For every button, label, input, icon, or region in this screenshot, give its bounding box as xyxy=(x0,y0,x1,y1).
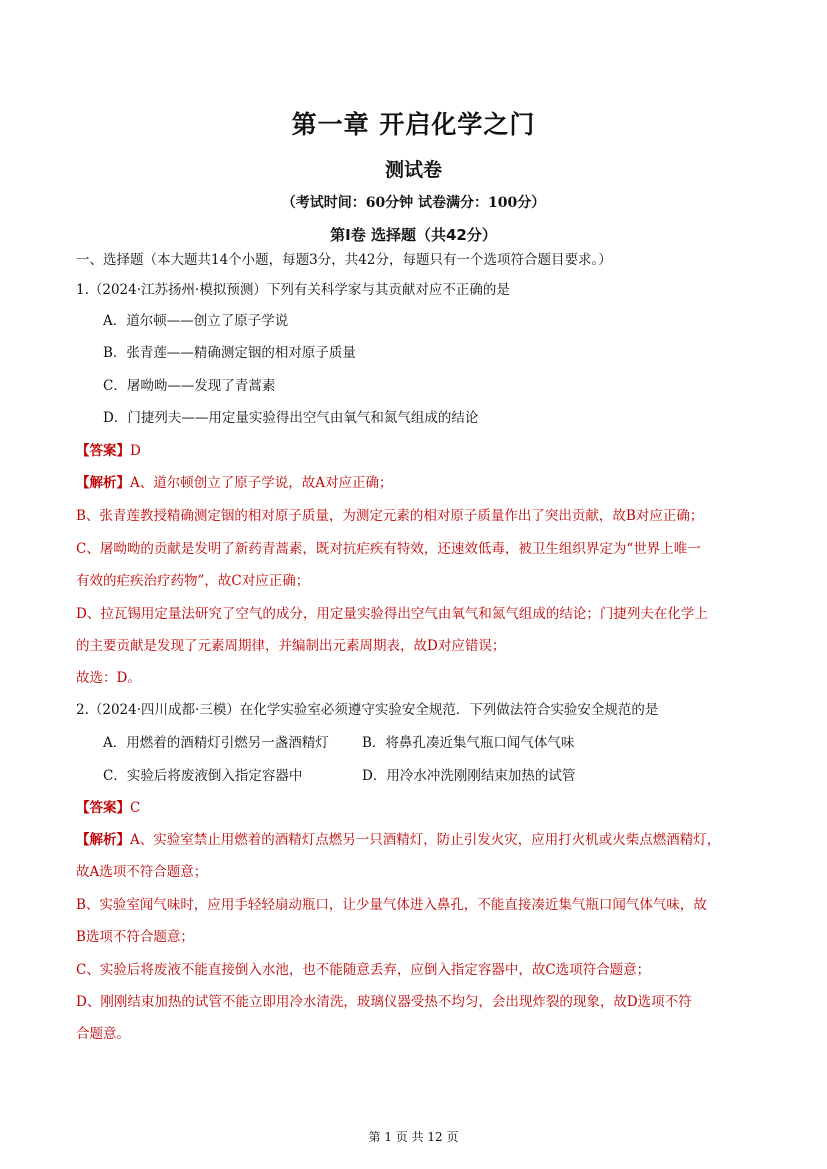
question-2-analysis-line: D、刚刚结束加热的试管不能立即用冷水清洗，玻璃仪器受热不均匀，会出现炸裂的现象，故D选项不符 xyxy=(76,994,692,1010)
question-2-analysis-line: C、实验后将废液不能直接倒入水池，也不能随意丢弃，应倒入指定容器中，故C选项符合题意； xyxy=(76,962,651,978)
question-2-analysis-line xyxy=(76,830,720,850)
question-1-option-b: B．张青莲——精确测定铟的相对原子质量 xyxy=(103,345,356,361)
question-1-analysis-line: 的主要贡献是发现了元素周期律，并编制出元素周期表，故D对应错误； xyxy=(76,638,506,654)
question-1-analysis-line: 故选：D。 xyxy=(76,670,141,686)
question-1-option-d: D．门捷列夫——用定量实验得出空气由氧气和氮气组成的结论 xyxy=(103,410,479,426)
answer-label: 【答案】 xyxy=(76,443,130,459)
question-2-stem: 2.（2024·四川成都·三模）在化学实验室必须遵守实验安全规范．下列做法符合实验安全规范的是 xyxy=(76,702,659,718)
analysis-text: A、实验室禁止用燃着的酒精灯点燃另一只酒精灯，防止引发火灾，应用打火机或火柴点燃酒精灯， xyxy=(130,832,721,848)
question-2-answer xyxy=(76,798,140,818)
question-2-option-a: A．用燃着的酒精灯引燃另一盏酒精灯 xyxy=(103,735,329,751)
question-2-option-b: B．将鼻孔凑近集气瓶口闻气体气味 xyxy=(362,735,575,751)
question-1-stem: 1.（2024·江苏扬州·模拟预测）下列有关科学家与其贡献对应不正确的是 xyxy=(76,282,510,298)
instructions: 一、选择题（本大题共14个小题，每题3分，共42分，每题只有一个选项符合题目要求。） xyxy=(76,252,612,268)
question-1-analysis-line xyxy=(76,473,393,493)
question-2-analysis-line: 故A选项不符合题意； xyxy=(76,864,208,880)
analysis-text: A、道尔顿创立了原子学说，故A对应正确； xyxy=(130,475,393,491)
question-1-analysis-line: B、张青莲教授精确测定铟的相对原子质量，为测定元素的相对原子质量作出了突出贡献，故B对应正确； xyxy=(76,508,704,524)
question-1-analysis-line: 有效的疟疾治疗药物”，故C对应正确； xyxy=(76,573,310,589)
answer-value: C xyxy=(130,800,141,816)
question-2-option-c: C．实验后将废液倒入指定容器中 xyxy=(103,768,303,784)
page-footer: 第 1 页 共 12 页 xyxy=(368,1130,459,1144)
exam-meta: （考试时间：60分钟 试卷满分：100分） xyxy=(281,195,546,211)
page-subtitle: 测试卷 xyxy=(384,159,442,181)
question-1-answer xyxy=(76,441,141,461)
analysis-label: 【解析】 xyxy=(76,832,130,848)
question-1-option-c: C．屠呦呦——发现了青蒿素 xyxy=(103,378,276,394)
section-heading: 第Ⅰ卷 选择题（共42分） xyxy=(330,226,497,244)
question-1-analysis-line: D、拉瓦锡用定量法研究了空气的成分，用定量实验得出空气由氧气和氮气组成的结论；门捷列夫在化学上 xyxy=(76,606,708,622)
question-2-analysis-line: 合题意。 xyxy=(76,1026,130,1042)
question-1-analysis-line: C、屠呦呦的贡献是发明了新药青蒿素，既对抗疟疾有特效，还速效低毒，被卫生组织界定为“世界上唯一 xyxy=(76,541,701,557)
page-title: 第一章 开启化学之门 xyxy=(291,110,536,139)
answer-label: 【答案】 xyxy=(76,800,130,816)
analysis-label: 【解析】 xyxy=(76,475,130,491)
question-2-analysis-line: B、实验室闻气味时，应用手轻轻扇动瓶口，让少量气体进入鼻孔，不能直接凑近集气瓶口闻气体气味，故 xyxy=(76,897,707,913)
question-2-option-d: D．用冷水冲洗刚刚结束加热的试管 xyxy=(362,768,576,784)
question-2-analysis-line: B选项不符合题意； xyxy=(76,929,194,945)
question-1-option-a: A．道尔顿——创立了原子学说 xyxy=(103,313,289,329)
answer-value: D xyxy=(130,443,141,459)
